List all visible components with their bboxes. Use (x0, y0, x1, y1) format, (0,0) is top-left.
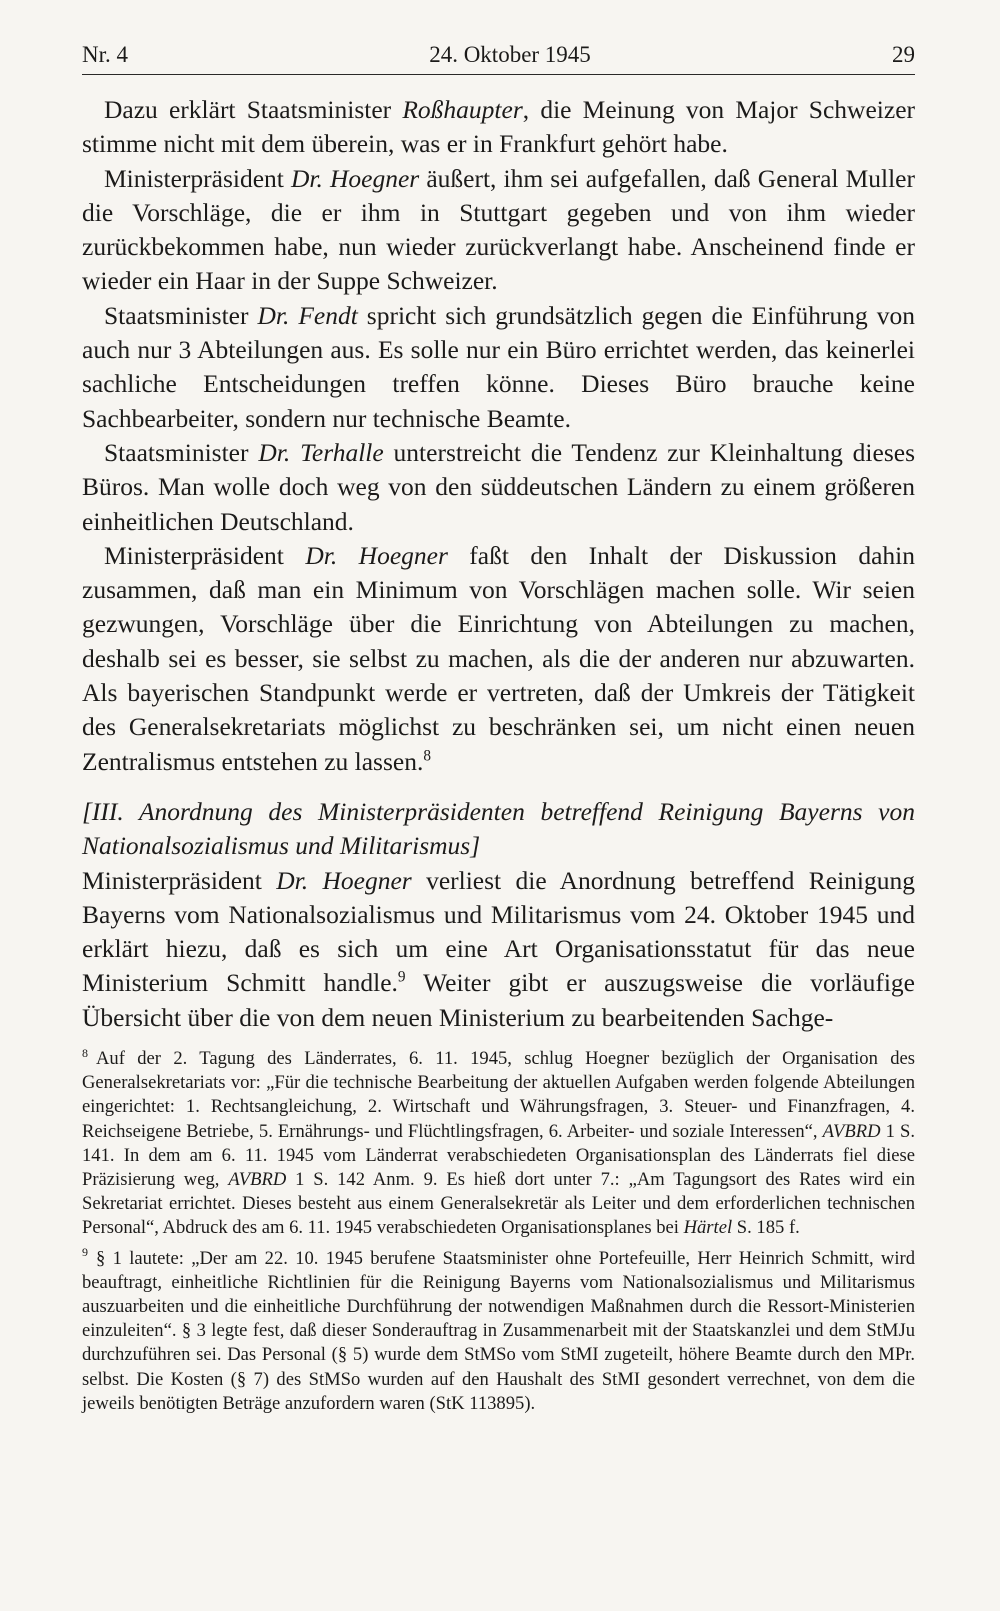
paragraph: Dazu erklärt Staatsminister Roßhaupter, die Meinung von Major Schweizer stimme nicht mit dem überein, was er in Frankfurt gehört habe. (82, 95, 916, 159)
paragraph: Ministerpräsident Dr. Hoegner äußert, ihm sei aufgefallen, daß General Muller die Vorschläge, die er ihm in Stuttgart gegeben und von ihm wieder zurückbekommen habe, nun wieder zurückverlangt habe. Anscheinend finde er wieder ein Haar in der Suppe Schweizer. (82, 163, 915, 296)
document-page (82, 42, 915, 1422)
paragraph: Ministerpräsident Dr. Hoegner verliest die Anordnung betreffend Reinigung Bayerns vom Nationalsozialismus und Militarismus vom 24. Oktober 1945 und erklärt hiezu, daß es sich um eine Art Organisationsstatut für das neue Ministerium Schmitt handle.$^9$ Weiter gibt er auszugsweise die vorläufige Übersicht über die von dem neuen Ministerium zu bearbeitenden Sachge- (82, 865, 915, 1032)
speaker-name: Roßhaupter (402, 95, 523, 124)
header-date: 24. Oktober 1945 (429, 42, 591, 67)
speaker-name: Dr. Terhalle (258, 437, 384, 467)
main-text (82, 93, 915, 1035)
footnote-number: 8 (82, 1045, 88, 1060)
issue-number: Nr. 4 (82, 42, 128, 67)
footnote-ref[interactable]: 8 (423, 747, 431, 765)
running-header (82, 42, 915, 75)
speaker-name: Dr. Hoegner (305, 540, 448, 570)
paragraph: Staatsminister Dr. Terhalle unterstreicht die Tendenz zur Kleinhaltung dieses Büros. Man wolle doch weg von den süddeutschen Ländern zu einem größeren einheitlichen Deutschland. (82, 437, 915, 536)
citation-abbrev: AVBRD (822, 1120, 881, 1142)
speaker-name: Dr. Hoegner (276, 865, 412, 895)
paragraph: Staatsminister Dr. Fendt spricht sich grundsätzlich gegen die Einführung von auch nur 3 Abteilungen aus. Es solle nur ein Büro errichtet werden, das keinerlei sachliche Entscheidungen treffen könne. Dieses Büro brauche keine Sachbearbeiter, sondern nur technische Beamte. (82, 300, 915, 433)
footnote: $^9$ § 1 lautete: „Der am 22. 10. 1945 berufene Staatsminister ohne Portefeuille, Herr Heinrich Schmitt, wird beauftragt, einheitliche Richtlinien für die Reinigung Bayerns vom Nationalsozialismus und Militarismus auszuarbeiten und die einheitliche Durchführung der notwendigen Maßnahmen durch die Ressort-Ministerien einzuleiten“. § 3 legte fest, daß dieser Sonderauftrag in Zusammenarbeit mit der Staatskanzlei und dem StMJu durchzuführen sei. Das Personal (§ 5) wurde dem StMSo vom StMI zugeteilt, höhere Beamte durch den MPr. selbst. Die Kosten (§ 7) des StMSo wurden auf den Haushalt des StMI gesondert verrechnet, von dem die jeweils benötigten Beträge anzufordern waren (StK 113895). (82, 1245, 915, 1414)
footnote-ref[interactable]: 9 (397, 968, 406, 986)
footnote-number: 9 (82, 1245, 88, 1260)
citation-abbrev: AVBRD (228, 1169, 287, 1191)
speaker-name: Dr. Hoegner (291, 163, 420, 193)
speaker-name: Dr. Fendt (257, 300, 358, 330)
page-number: 29 (892, 42, 915, 67)
paragraph: Ministerpräsident Dr. Hoegner faßt den Inhalt der Diskussion dahin zusammen, daß man ein Minimum von Vorschlägen machen solle. Wir seien gezwungen, Vorschläge über die Einrichtung von Abteilungen zu machen, deshalb sei es besser, sie selbst zu machen, als die der anderen nur abzuwarten. Als bayerischen Standpunkt werde er vertreten, daß der Umkreis der Tätigkeit des Generalsekretariats möglichst zu beschränken sei, um nicht einen neuen Zentralismus entstehen zu lassen.$^8$ (82, 540, 915, 776)
footnote: $^8$ Auf der 2. Tagung des Länderrates, 6. 11. 1945, schlug Hoegner bezüglich der Organisation des Generalsekretariats vor: „Für die technische Bearbeitung der aktuellen Aufgaben werden folgende Abteilungen eingerichtet: 1. Rechtsangleichung, 2. Wirtschaft und Währungsfragen, 3. Steuer- und Finanzfragen, 4. Reichseigene Betriebe, 5. Ernährungs- und Flüchtlingsfragen, 6. Arbeiter- und soziale Interessen“, AVBRD 1 S. 141. In dem am 6. 11. 1945 vom Länderrat verabschiedeten Organisationsplan des Länderrats fiel diese Präzisierung weg, AVBRD 1 S. 142 Anm. 9. Es hieß dort unter 7.: „Am Tagungsort des Rates wird ein Sekretariat errichtet. Dieses besteht aus einem Generalsekretär als Leiter und dem erforderlichen technischen Personal“, Abdruck des am 6. 11. 1945 verabschiedeten Organisationsplanes bei Härtel S. 185 f. (82, 1045, 915, 1239)
footnotes (82, 1047, 915, 1416)
section-title: [III. Anordnung des Ministerpräsidenten betreffend Reinigung Bayerns von Nationalsozialismus und Militarismus] (82, 796, 915, 861)
citation-author: Härtel (683, 1217, 733, 1239)
